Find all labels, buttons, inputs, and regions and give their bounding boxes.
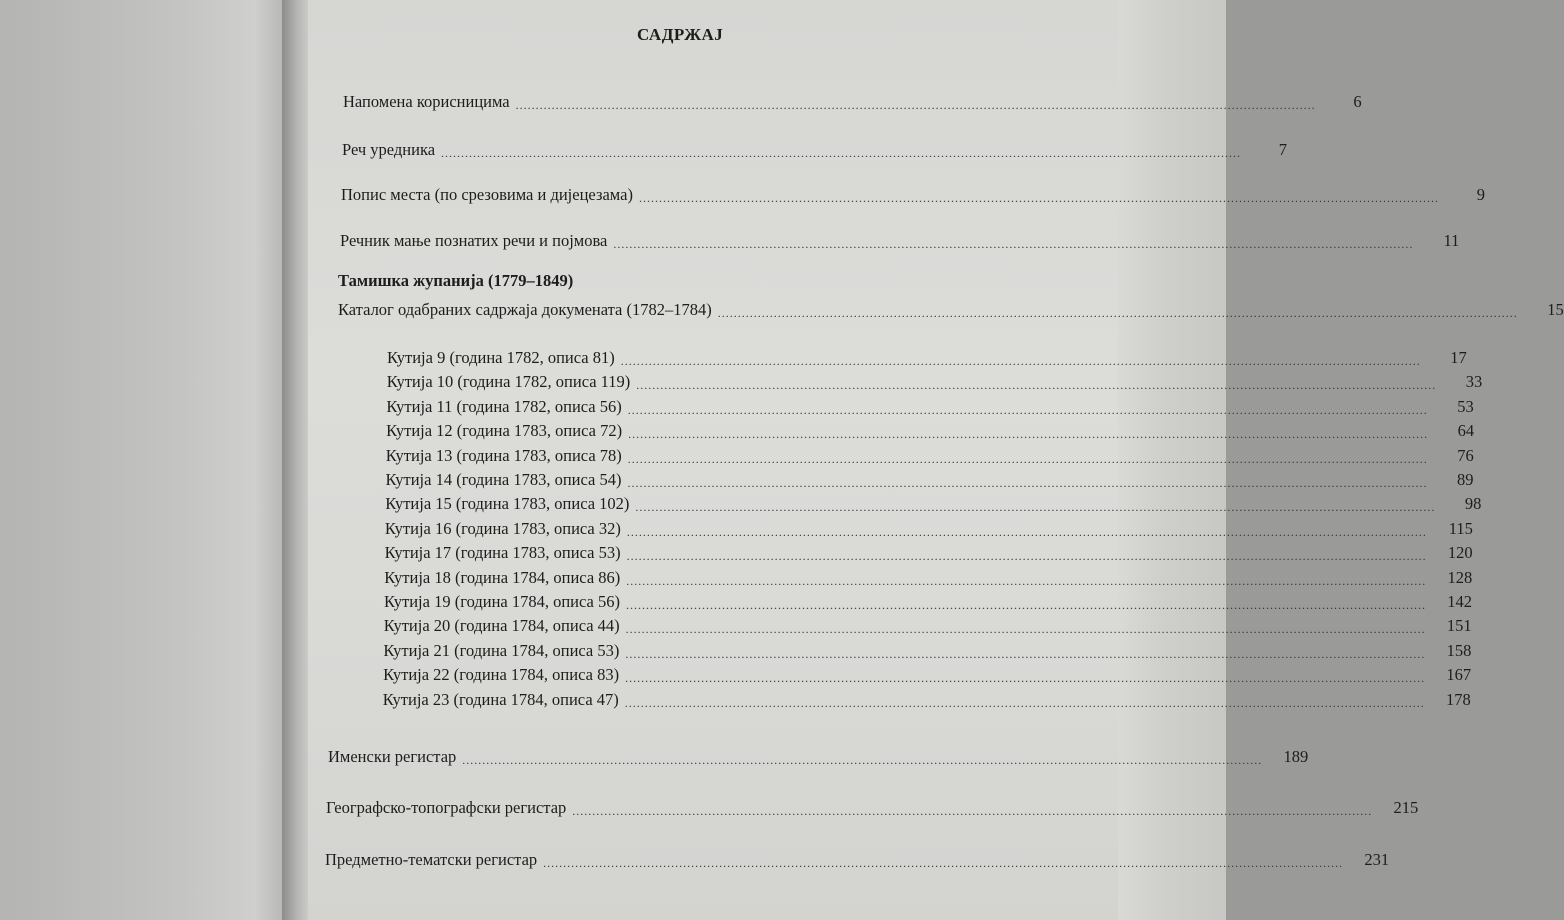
toc-entry-box: [384, 590, 1472, 612]
toc-entry-label: Географско-топографски регистар: [326, 798, 567, 817]
toc-entry-page: 15: [1547, 300, 1564, 319]
toc-entry-box: [383, 639, 1472, 661]
leader-dots: ........................................................................................................................................................................................................: [625, 598, 1426, 612]
toc-entry-box: [386, 395, 1474, 417]
toc-entry-page: 6: [1353, 92, 1362, 111]
leader-dots: ........................................................................................................................................................................................................: [462, 753, 1263, 767]
toc-entry-page: 215: [1393, 798, 1419, 817]
toc-entry-box: [384, 541, 1473, 564]
toc-entry-label: Кутија 18 (година 1784, описа 86): [384, 567, 621, 587]
toc-entry-label: Кутија 14 (година 1783, описа 54): [385, 470, 622, 489]
toc-entry-page: 120: [1447, 543, 1473, 563]
toc-entry-page: 53: [1457, 396, 1474, 416]
toc-entry-box: [383, 614, 1472, 637]
toc-entry-box: [383, 663, 1472, 686]
toc-entry-box: [385, 468, 1474, 490]
toc-entry-page: 7: [1278, 140, 1288, 159]
toc-entry-page: 189: [1283, 747, 1309, 766]
toc-entry-page: 158: [1446, 640, 1472, 660]
toc-entry-label: Кутија 23 (година 1784, описа 47): [382, 689, 619, 709]
leader-dots: ........................................................................................................................................................................................................: [626, 549, 1427, 564]
leader-dots: ........................................................................................................................................................................................................: [627, 451, 1428, 466]
toc-entry-label: Реч уредника: [342, 140, 436, 159]
toc-entry-page: 89: [1456, 470, 1474, 489]
toc-entry-label: Кутија 22 (година 1784, описа 83): [383, 665, 620, 685]
toc-entry-catalog: [338, 298, 1564, 320]
toc-entry-label: Кутија 15 (година 1783, описа 102): [385, 494, 630, 514]
toc-entry-page: 33: [1465, 372, 1483, 392]
leader-dots: ........................................................................................................................................................................................................: [717, 306, 1518, 320]
toc-entry: [342, 138, 1288, 160]
toc-entry-label: Кутија 19 (година 1784, описа 56): [384, 592, 620, 611]
toc-entry: [341, 183, 1485, 205]
toc-entry-label: Предметно-тематски регистар: [325, 850, 538, 869]
toc-entry-label: Кутија 11 (година 1782, описа 56): [386, 396, 622, 416]
toc-entry-label: Кутија 20 (година 1784, описа 44): [383, 616, 620, 636]
leader-dots: ........................................................................................................................................................................................................: [626, 573, 1427, 588]
toc-entry-label: Именски регистар: [328, 747, 457, 766]
leader-dots: ........................................................................................................................................................................................................: [625, 671, 1426, 686]
toc-entry-box: [382, 688, 1471, 710]
toc-entry-page: 142: [1447, 592, 1472, 611]
toc-entry-box: [386, 419, 1475, 442]
toc-entry-label: Попис места (по срезовима и дијецезама): [341, 185, 633, 204]
toc-entry-label: Напомена корисницима: [343, 92, 510, 111]
toc-entry-label: Кутија 9 (година 1782, описа 81): [387, 348, 615, 367]
leader-dots: ........................................................................................................................................................................................................: [620, 354, 1421, 368]
toc-entry-register: [325, 848, 1390, 870]
toc-entry-label: Кутија 13 (година 1783, описа 78): [385, 445, 622, 465]
toc-entry-register: [328, 745, 1309, 767]
toc-entry-page: 9: [1476, 185, 1485, 204]
toc-entry-page: 98: [1464, 494, 1482, 514]
toc-entry-label: Каталог одабраних садржаја докумената (1782–1784): [338, 300, 712, 319]
toc-entry: [340, 229, 1460, 251]
section-heading: Тамишка жупанија (1779–1849): [338, 271, 574, 290]
leader-dots: ........................................................................................................................................................................................................: [638, 191, 1439, 205]
toc-entry-page: 167: [1446, 665, 1472, 685]
leader-dots: ........................................................................................................................................................................................................: [627, 476, 1428, 490]
toc-entry-box: [385, 444, 1474, 466]
toc-entry-page: 128: [1447, 567, 1473, 587]
leader-dots: ........................................................................................................................................................................................................: [613, 237, 1414, 251]
leader-dots: ........................................................................................................................................................................................................: [543, 856, 1344, 870]
leader-dots: ........................................................................................................................................................................................................: [625, 622, 1426, 637]
toc-entry-page: 11: [1443, 231, 1460, 250]
leader-dots: ........................................................................................................................................................................................................: [636, 378, 1437, 393]
toc-entry-page: 64: [1457, 421, 1475, 441]
toc-entry-page: 115: [1448, 518, 1473, 538]
leader-dots: ........................................................................................................................................................................................................: [635, 500, 1436, 515]
toc-entry-box: [386, 370, 1483, 393]
toc-entry-page: 178: [1446, 689, 1471, 709]
toc-entry-page: 76: [1457, 445, 1474, 465]
toc-entry-box: [384, 566, 1473, 588]
leader-dots: ........................................................................................................................................................................................................: [627, 402, 1428, 417]
leader-dots: ........................................................................................................................................................................................................: [515, 98, 1316, 112]
leader-dots: ........................................................................................................................................................................................................: [441, 146, 1242, 160]
page-title: САДРЖАЈ: [637, 25, 724, 44]
toc-entry-label: Кутија 10 (година 1782, описа 119): [386, 372, 631, 392]
leader-dots: ........................................................................................................................................................................................................: [628, 427, 1429, 442]
leader-dots: ........................................................................................................................................................................................................: [624, 695, 1425, 710]
toc-entry-label: Речник мање познатих речи и појмова: [340, 231, 608, 250]
leader-dots: ........................................................................................................................................................................................................: [572, 804, 1373, 818]
toc-entry-label: Кутија 12 (година 1783, описа 72): [386, 421, 623, 441]
toc-entry: [343, 90, 1362, 112]
toc-entry-box: [384, 517, 1473, 539]
toc-entry-label: Кутија 21 (година 1784, описа 53): [383, 640, 620, 660]
toc-entry-page: 231: [1364, 850, 1390, 869]
toc-entry-label: Кутија 16 (година 1783, описа 32): [384, 518, 621, 538]
toc-entry-page: 151: [1446, 616, 1472, 636]
leader-dots: ........................................................................................................................................................................................................: [626, 524, 1427, 539]
leader-dots: ........................................................................................................................................................................................................: [625, 646, 1426, 661]
toc-entry-box: [387, 346, 1467, 368]
toc-entry-register: [326, 796, 1419, 818]
toc-entry-box: [385, 492, 1482, 515]
toc-entry-page: 17: [1450, 348, 1467, 367]
toc-entry-label: Кутија 17 (година 1783, описа 53): [384, 543, 621, 563]
